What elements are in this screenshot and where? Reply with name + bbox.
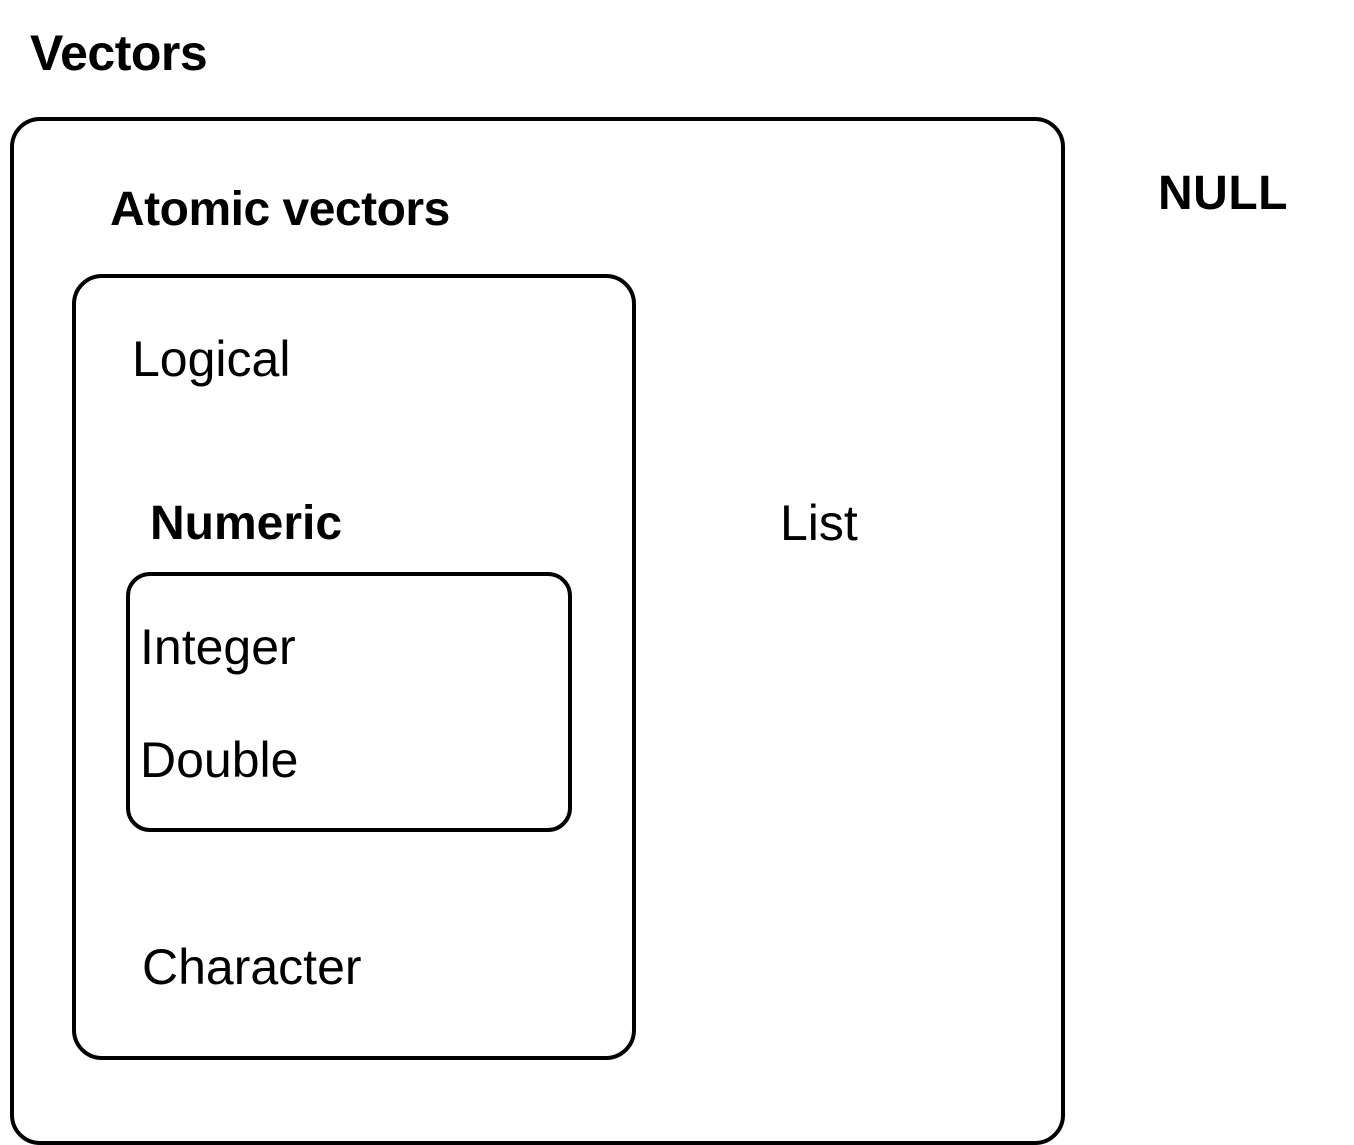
double-label: Double xyxy=(140,732,299,788)
logical-label: Logical xyxy=(132,331,291,387)
numeric-label: Numeric xyxy=(150,497,343,550)
list-label: List xyxy=(780,495,858,551)
character-label: Character xyxy=(142,939,362,995)
integer-label: Integer xyxy=(140,619,296,675)
vectors-title: Vectors xyxy=(30,25,208,81)
atomic-vectors-label: Atomic vectors xyxy=(110,183,450,236)
numeric-box xyxy=(126,572,572,832)
null-label: NULL xyxy=(1158,167,1288,220)
